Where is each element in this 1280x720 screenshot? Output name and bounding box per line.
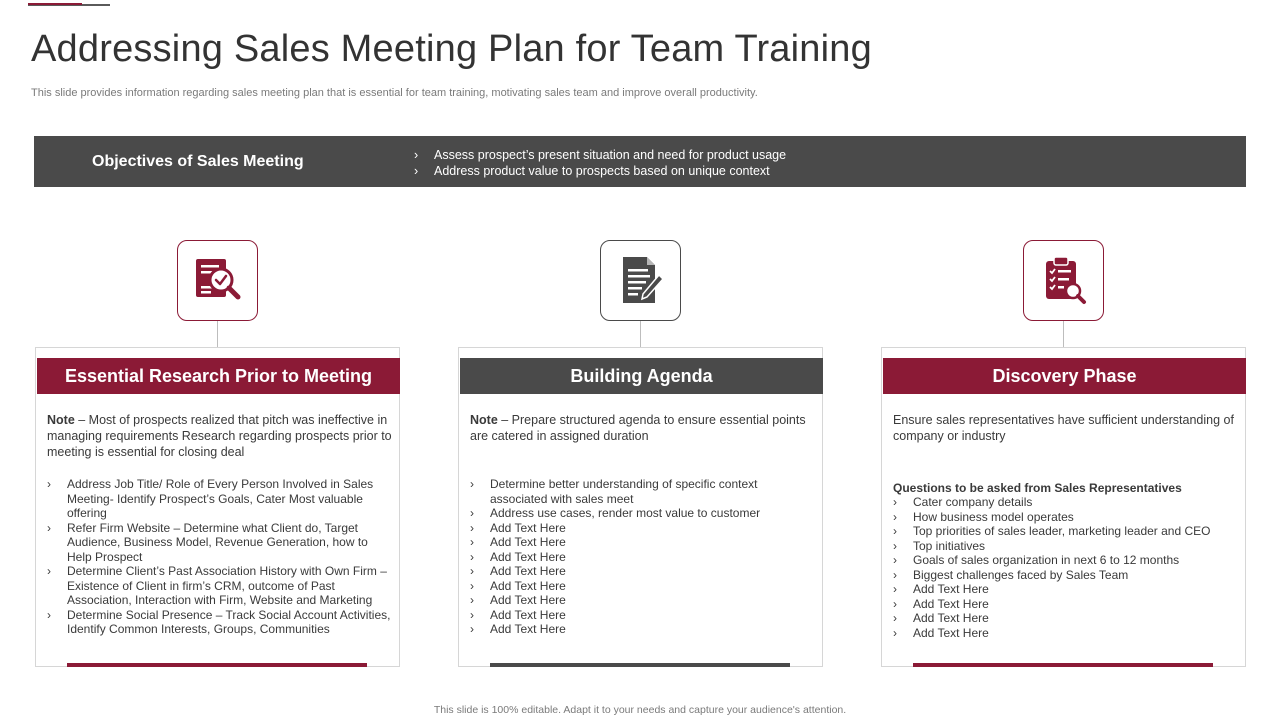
chevron-right-icon: ›: [470, 535, 474, 549]
list-item: › Add Text Here: [893, 611, 989, 625]
chevron-right-icon: ›: [470, 549, 474, 564]
objective-item: › Address product value to prospects based on unique context: [414, 164, 770, 178]
chevron-right-icon: ›: [893, 582, 897, 596]
chevron-right-icon: ›: [470, 593, 474, 607]
chevron-right-icon: ›: [470, 506, 474, 520]
chevron-right-icon: ›: [893, 538, 897, 553]
objectives-list: [414, 147, 786, 179]
list-item: › Goals of sales organization in next 6 to 12 months: [893, 553, 1180, 567]
list-item: › Add Text Here: [470, 564, 566, 578]
chevron-right-icon: ›: [470, 607, 474, 622]
chevron-right-icon: ›: [470, 564, 474, 578]
chevron-right-icon: ›: [893, 596, 897, 611]
card-bottom-accent: [490, 663, 790, 667]
list-item: › Address use cases, render most value to customer: [470, 506, 761, 520]
list-item: › Determine better understanding of specific context associated with sales meet: [470, 477, 758, 506]
list-item: › Add Text Here: [893, 625, 989, 640]
card-note: Note – Most of prospects realized that pitch was ineffective in managing requirements Research regarding prospects prior to meeting is essential for closing deal: [47, 413, 392, 459]
page-subtitle: This slide provides information regarding sales meeting plan that is essential for team training, motivating sales team and improve overall productivity.: [31, 87, 758, 99]
card-building-agenda: [458, 347, 823, 667]
list-item: › Add Text Here: [470, 607, 566, 622]
chevron-right-icon: ›: [414, 148, 419, 162]
chevron-right-icon: ›: [893, 625, 897, 640]
list-item: › Add Text Here: [470, 622, 566, 636]
chevron-right-icon: ›: [47, 477, 51, 491]
discovery-icon-box: [1023, 240, 1104, 321]
chevron-right-icon: ›: [470, 477, 474, 491]
list-item: › Determine Client’s Past Association History with Own Firm – Existence of Client in firm’s CRM, outcome of Past Association, Interaction with Firm, Website and Marketing: [47, 564, 387, 607]
card-title: Discovery Phase: [883, 358, 1246, 394]
list-item: › Top priorities of sales leader, marketing leader and CEO: [893, 524, 1211, 538]
list-item: › Biggest challenges faced by Sales Team: [893, 567, 1129, 582]
chevron-right-icon: ›: [47, 607, 51, 622]
questions-heading: Questions to be asked from Sales Representatives: [893, 481, 1182, 495]
chevron-right-icon: ›: [470, 622, 474, 636]
clipboard-magnifier-icon: [1038, 253, 1090, 309]
list-item: › Add Text Here: [470, 535, 566, 549]
card-list: [47, 477, 392, 637]
card-title: Building Agenda: [460, 358, 823, 394]
list-item: › Add Text Here: [470, 549, 566, 564]
card-title: Essential Research Prior to Meeting: [37, 358, 400, 394]
list-item: › Add Text Here: [470, 520, 566, 535]
chevron-right-icon: ›: [893, 495, 897, 509]
list-item: › Cater company details: [893, 495, 1033, 509]
connector-line: [217, 321, 218, 348]
agenda-icon-box: [600, 240, 681, 321]
document-pen-icon: [615, 253, 667, 309]
objectives-bar: [34, 136, 1246, 187]
card-note: Note – Prepare structured agenda to ensure essential points are catered in assigned duration: [470, 413, 806, 443]
card-list: [470, 477, 815, 637]
chevron-right-icon: ›: [893, 553, 897, 567]
list-item: › Top initiatives: [893, 538, 986, 553]
list-item: › Add Text Here: [893, 582, 989, 596]
card-bottom-accent: [913, 663, 1213, 667]
footer-note: This slide is 100% editable. Adapt it to your needs and capture your audience's attention.: [433, 704, 847, 716]
connector-line: [1063, 321, 1064, 348]
card-discovery-phase: [881, 347, 1246, 667]
chevron-right-icon: ›: [414, 164, 419, 178]
list-item: › Add Text Here: [470, 578, 566, 593]
card-intro: Ensure sales representatives have sufficient understanding of company or industry: [893, 413, 1234, 443]
card-essential-research: [35, 347, 400, 667]
objectives-label: Objectives of Sales Meeting: [92, 153, 304, 170]
list-item: › Refer Firm Website – Determine what Client do, Target Audience, Business Model, Revenue Generation, how to Help Prospect: [47, 520, 368, 564]
card-bottom-accent: [67, 663, 367, 667]
page-title: Addressing Sales Meeting Plan for Team Training: [31, 28, 872, 70]
chevron-right-icon: ›: [47, 520, 51, 535]
card-list: [893, 495, 1238, 640]
chevron-right-icon: ›: [470, 578, 474, 593]
connector-line: [640, 321, 641, 348]
chevron-right-icon: ›: [893, 567, 897, 582]
chevron-right-icon: ›: [893, 611, 897, 625]
top-accent-line: [28, 4, 110, 6]
list-item: › Add Text Here: [893, 596, 989, 611]
chevron-right-icon: ›: [893, 524, 897, 538]
list-item: › Add Text Here: [470, 593, 566, 607]
list-item: › Address Job Title/ Role of Every Person Involved in Sales Meeting- Identify Prospect’s Goals, Cater Most valuable offering: [47, 477, 374, 520]
chevron-right-icon: ›: [893, 509, 897, 524]
chevron-right-icon: ›: [470, 520, 474, 535]
list-item: › Determine Social Presence – Track Social Account Activities, Identify Common Interests, Groups, Communities: [47, 607, 391, 636]
document-magnifier-icon: [190, 253, 246, 309]
chevron-right-icon: ›: [47, 564, 51, 578]
research-icon-box: [177, 240, 258, 321]
objective-item: › Assess prospect’s present situation and need for product usage: [414, 148, 787, 162]
list-item: › How business model operates: [893, 509, 1074, 524]
